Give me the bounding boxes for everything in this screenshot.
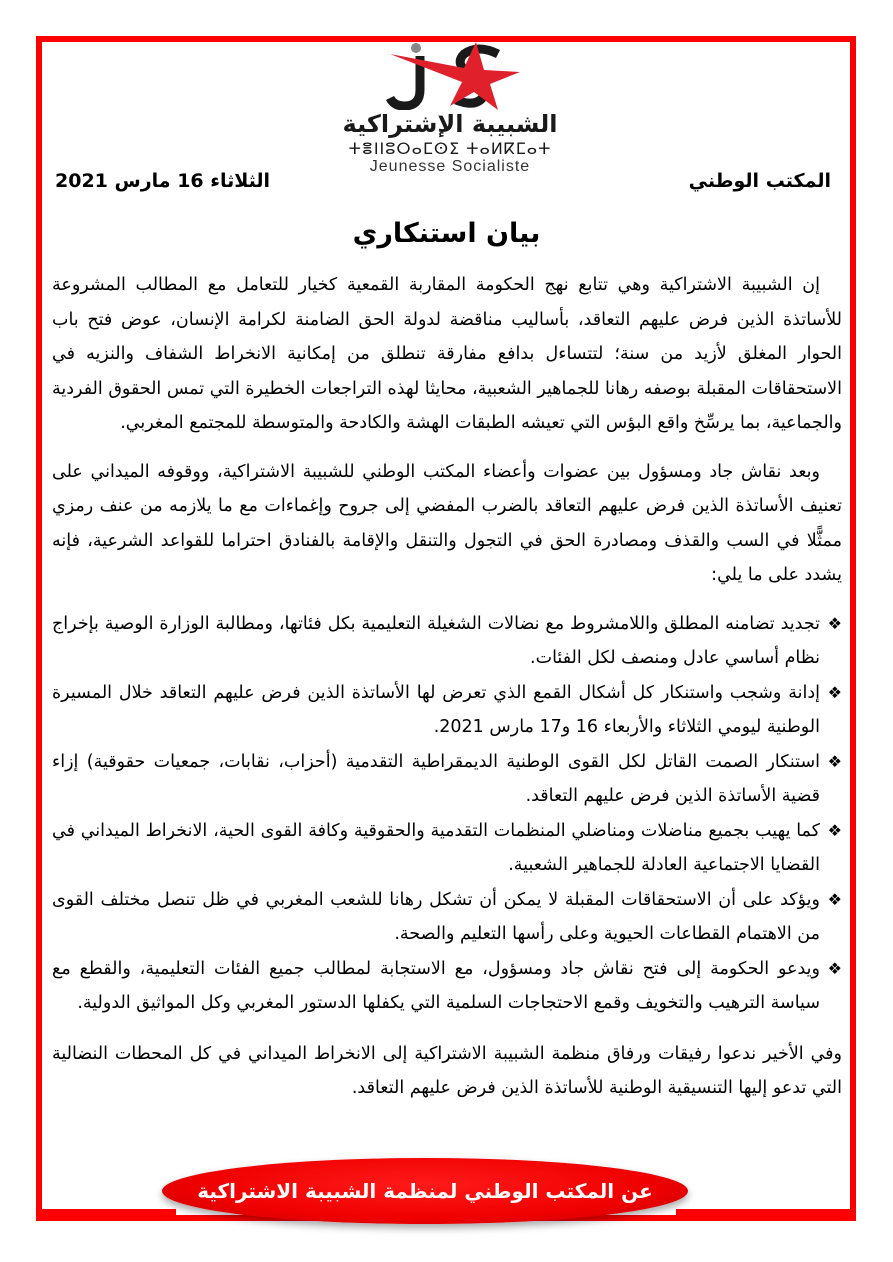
document-title: بيان استنكاري	[352, 218, 541, 249]
diamond-bullet-icon: ❖	[827, 682, 842, 702]
diamond-bullet-icon: ❖	[827, 613, 842, 633]
paragraph-discussion: وبعد نقاش جاد ومسؤول بين عضوات وأعضاء المكتب الوطني للشبيبة الاشتراكية، ووقوفه الميداني على تعنيف الأساتذة الذين فرض عليهم التعاقد بالضرب المفضي إلى جروح وإغماءات مع ما يلازمه من عنف رمزي ممثًّلا في السب والقذف ومصادرة الحق في التجول والتنقل والإقامة بالفنادق احتراما للقواعد الشرعية، فإنه يشدد على ما يلي:	[52, 461, 842, 585]
frame-bottom-left	[36, 1209, 176, 1215]
demands-list	[52, 607, 842, 1021]
diamond-bullet-icon: ❖	[827, 751, 842, 771]
office-label: المكتب الوطني	[688, 170, 831, 192]
document-date: الثلاثاء 16 مارس 2021	[55, 170, 271, 192]
organization-logo	[320, 40, 580, 180]
list-item: ❖ كما يهيب بجميع مناضلات ومناضلي المنظمات التقدمية والحقوقية وكافة القوى الحية، الانخراط الميداني في القضايا الاجتماعية العادلة للجماهير الشعبية.	[52, 814, 842, 883]
paragraph-closing: وفي الأخير ندعوا رفيقات ورفاق منظمة الشبيبة الاشتراكية إلى الانخراط الميداني في كل المحطات النضالية التي تدعو إليها التنسيقية الوطنية للأساتذة الذين فرض عليهم التعاقد.	[52, 1043, 842, 1098]
logo-french-name: Jeunesse Socialiste	[369, 158, 531, 175]
list-item: ❖ ويؤكد على أن الاستحقاقات المقبلة لا يمكن أن تشكل رهانا للشعب المغربي في ظل تنصل مختلف القوى من الاهتمام القطاعات الحيوية وعلى رأسها التعليم والصحة.	[52, 883, 842, 952]
list-item: ❖ تجديد تضامنه المطلق واللامشروط مع نضالات الشغيلة التعليمية بكل فئاتها، ومطالبة الوزارة الوصية بإخراج نظام أساسي عادل ومنصف لكل الفئات.	[52, 607, 842, 676]
frame-bottom-right	[676, 1209, 850, 1215]
signature-badge	[162, 1158, 688, 1230]
list-item: ❖ ويدعو الحكومة إلى فتح نقاش جاد ومسؤول، مع الاستجابة لمطالب جميع الفئات التعليمية، والقطع مع سياسة الترهيب والتخويف وقمع الاحتجاجات السلمية التي يكفلها الدستور المغربي وكل المواثيق الدولية.	[52, 952, 842, 1021]
list-item: ❖ استنكار الصمت القاتل لكل القوى الوطنية الديمقراطية التقدمية (أحزاب، نقابات، جمعيات حقوقية) إزاء قضية الأساتذة الذين فرض عليهم التعاقد.	[52, 745, 842, 814]
diamond-bullet-icon: ❖	[827, 820, 842, 840]
logo-arabic-name: الشبيبة الإشتراكية	[342, 110, 558, 138]
signature-text: عن المكتب الوطني لمنظمة الشبيبة الاشتراكية	[197, 1179, 653, 1203]
logo-tifinagh-name: ⵜⴻⵏⵏⵓⵔⴰⵎⵙⵉ ⵜⴰⵍⴽⵎⴰⵜ	[348, 139, 552, 158]
document-body	[52, 268, 842, 1120]
diamond-bullet-icon: ❖	[827, 958, 842, 978]
list-item: ❖ إدانة وشجب واستنكار كل أشكال القمع الذي تعرض لها الأساتذة الذين فرض عليهم التعاقد خلال المسيرة الوطنية ليومي الثلاثاء والأربعاء 16 و17 مارس 2021.	[52, 676, 842, 745]
paragraph-intro: إن الشبيبة الاشتراكية وهي تتابع نهج الحكومة المقاربة القمعية كخيار للتعامل مع المطالب المشروعة للأساتذة الذين فرض عليهم التعاقد، بأساليب مناقضة لدولة الحق الضامنة لكرامة الإنسان، عوض فتح باب الحوار المغلق لأزيد من سنة؛ لتتساءل بدافع مفارقة تنطلق من إمكانية الانخراط الشفاف والنزيه في الاستحقاقات المقبلة بوصفه رهانا للجماهير الشعبية، محايثا لهذه التراجعات الخطيرة التي تمس الحقوق الفردية والجماعية، بما يرسِّخ واقع البؤس التي تعيشه الطبقات الهشة والكادحة والمتوسطة للمجتمع المغربي.	[52, 275, 842, 433]
js-star-logo-icon	[380, 40, 530, 110]
diamond-bullet-icon: ❖	[827, 889, 842, 909]
